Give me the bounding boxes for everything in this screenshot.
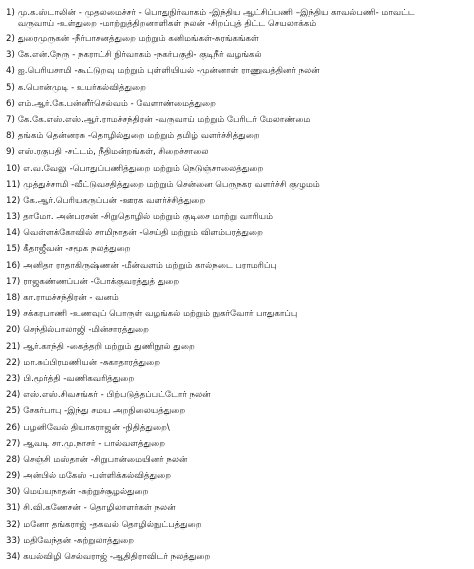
item-text: மதிவேந்தன் -சுற்றுலாத்துறை xyxy=(23,535,135,546)
list-item xyxy=(6,374,468,390)
item-number: 29) xyxy=(6,471,21,482)
item-text: செஞ்சி மஸ்தான் -சிறுபான்மையினர் நலன் xyxy=(23,454,188,465)
item-number: 14) xyxy=(6,228,21,239)
item-text: கே.ஆர்.பெரியகருப்பன் -ஊரக வளர்ச்சித்துறை xyxy=(23,195,206,206)
list-item xyxy=(6,423,468,439)
list-item xyxy=(6,83,468,99)
list-item xyxy=(6,212,468,228)
item-number: 10) xyxy=(6,163,21,174)
item-text: ஆர்.காந்தி -கைத்தறி மற்றும் துணிநூல் துறை xyxy=(23,341,195,352)
item-number: 6) xyxy=(6,98,15,109)
item-text: கயல்விழி செல்வராஜ் -ஆதிதிராவிடர் நலத்துறை xyxy=(23,552,211,562)
list-item xyxy=(6,8,468,34)
item-text: மனோ தங்கராஜ் -தகவல் தொழில்நுட்பத்துறை xyxy=(23,519,202,530)
item-text: தங்கம் தென்னரசு -தொழில்துறை மற்றும் தமிழ் வளர்ச்சித்துறை xyxy=(17,131,260,142)
list-item xyxy=(6,277,468,293)
item-text: எ.வ.வேலு -பொதுப்பணித்துறை மற்றும் நெடுஞ்சாலைத்துறை xyxy=(23,163,264,174)
list-item xyxy=(6,342,468,358)
minister-list xyxy=(6,8,468,568)
list-item xyxy=(6,552,468,568)
list-item xyxy=(6,147,468,163)
item-number: 28) xyxy=(6,454,21,465)
item-number: 3) xyxy=(6,50,15,61)
item-text: தாமோ. அன்பரசன் -சிறுதொழில் மற்றும் குடிசை மாற்று வாரியம் xyxy=(23,212,274,223)
item-number: 23) xyxy=(6,373,21,384)
list-item xyxy=(6,261,468,277)
item-text: ஆவடி சா.மு.நாசர் - பால்வளத்துறை xyxy=(23,438,166,449)
item-text: அனிதா ராதாகிருஷ்ணன் -மீன்வளம் மற்றும் கால்நடை பராமரிப்பு xyxy=(23,260,277,271)
item-number: 15) xyxy=(6,244,21,255)
list-item xyxy=(6,180,468,196)
item-text: கீதாஜீவன் -சமூக நலத்துறை xyxy=(23,244,131,255)
list-item xyxy=(6,66,468,82)
list-item xyxy=(6,455,468,471)
item-text: எஸ்.எஸ்.சிவசங்கர் - பிற்படுத்தப்பட்டோர் நலன் xyxy=(23,390,211,401)
item-text: ராஜகண்ணப்பன் -போக்குவரத்துத் துறை xyxy=(23,276,180,287)
list-item xyxy=(6,131,468,147)
item-number: 9) xyxy=(6,147,15,158)
item-text: சேகர்பாபு -இந்து சமய அறநிலையத்துறை xyxy=(23,406,186,417)
item-number: 17) xyxy=(6,276,21,287)
item-text: எஸ்.ரகுபதி -சட்டம், நீதிமன்றங்கள், சிறைச்சாலை xyxy=(17,147,209,158)
item-number: 20) xyxy=(6,325,21,336)
item-number: 33) xyxy=(6,535,21,546)
item-text: க.பொன்முடி - உயர்கல்வித்துறை xyxy=(17,82,147,93)
item-number: 2) xyxy=(6,34,15,44)
item-number: 32) xyxy=(6,519,21,530)
item-text: பழனிவேல் தியாகராஜன் -நிதித்துறை\ xyxy=(23,422,170,433)
list-item xyxy=(6,164,468,180)
item-text: கா.ராமச்சந்திரன் - வனம் xyxy=(23,293,119,303)
item-text: மா.சுப்பிரமணியன் -சுகாதாரத்துறை xyxy=(23,357,161,368)
list-item xyxy=(6,358,468,374)
item-text: பி.மூர்த்தி -வணிகவரித்துறை xyxy=(23,373,135,384)
item-text: வெள்ளக்கோவில் சாமிநாதன் -செய்தி மற்றும் விளம்பரத்துறை xyxy=(23,228,263,239)
item-number: 27) xyxy=(6,438,21,449)
item-number: 31) xyxy=(6,503,21,514)
item-text: சக்கரபாணி -உணவுப் பொருள் வழங்கல் மற்றும் நுகர்வோர் பாதுகாப்பு xyxy=(23,309,298,320)
item-number: 16) xyxy=(6,260,21,271)
list-item xyxy=(6,50,468,66)
item-number: 25) xyxy=(6,406,21,417)
list-item xyxy=(6,228,468,244)
list-item xyxy=(6,196,468,212)
item-text: மெய்யநாதன் -சுற்றுச்சூழல்துறை xyxy=(23,487,149,498)
list-item xyxy=(6,406,468,422)
list-item xyxy=(6,325,468,341)
item-number: 12) xyxy=(6,195,21,206)
item-number: 5) xyxy=(6,82,15,93)
item-text: மு.க.ஸ்டாலின் - முதலமைச்சர் - பொதுநிர்வாகம் -இந்திய ஆட்சிப்பணி –இந்திய காவல்பணி- மாவட்ட வருவாய் -உள்துறை -மாற்றுத்திறனாளிகள் நலன் -சிறப்புத் திட்ட செயலாக்கம் xyxy=(17,8,415,29)
list-item xyxy=(6,503,468,519)
item-number: 7) xyxy=(6,114,15,125)
item-text: முத்துச்சாமி -வீட்டுவசதித்துறை மற்றும் சென்னை பெருநகர வளர்ச்சி குழுமம் xyxy=(23,179,320,190)
list-item xyxy=(6,34,468,50)
item-number: 24) xyxy=(6,390,21,401)
item-number: 21) xyxy=(6,341,21,352)
item-number: 13) xyxy=(6,212,21,223)
item-number: 19) xyxy=(6,309,21,320)
list-item xyxy=(6,536,468,552)
item-number: 8) xyxy=(6,131,15,142)
item-text: செந்தில்பாலாஜி -மின்சாரத்துறை xyxy=(23,325,150,336)
item-text: துரைமுருகன் -நீர்பாசனத்துறை மற்றும் கனிமங்கள்-சுரங்கங்கள் xyxy=(17,34,259,44)
item-text: எம்.ஆர்.கே.பன்னீர்செல்வம் - வேளாண்மைத்துறை xyxy=(17,98,217,109)
list-item xyxy=(6,99,468,115)
item-number: 30) xyxy=(6,487,21,498)
item-number: 26) xyxy=(6,422,21,433)
list-item xyxy=(6,115,468,131)
list-item xyxy=(6,439,468,455)
item-number: 18) xyxy=(6,293,21,303)
item-text: சி.வி.கணேசன் - தொழிலாளர்கள் நலன் xyxy=(23,503,176,514)
item-number: 4) xyxy=(6,66,15,77)
list-item xyxy=(6,309,468,325)
item-number: 1) xyxy=(6,8,15,18)
item-number: 11) xyxy=(6,179,21,190)
list-item xyxy=(6,390,468,406)
list-item xyxy=(6,520,468,536)
item-number: 34) xyxy=(6,552,21,562)
item-text: ஐ.பெரியசாமி -கூட்டுறவு மற்றும் புள்ளியியல் -முன்னாள் ராணுவத்தினர் நலன் xyxy=(17,66,320,77)
list-item xyxy=(6,487,468,503)
item-text: அன்பில் மகேஸ் -பள்ளிக்கல்வித்துறை xyxy=(23,471,172,482)
list-item xyxy=(6,471,468,487)
list-item xyxy=(6,244,468,260)
item-text: கே.என்.நேரு - நகராட்சி நிர்வாகம் -நகர்பகுதி- குடிநீர் வழங்கல் xyxy=(17,50,262,61)
item-number: 22) xyxy=(6,357,21,368)
item-text: கே.கே.எஸ்.எஸ்.ஆர்.ராமச்சந்திரன் -வருவாய் மற்றும் பேரிடர் மேலாண்மை xyxy=(17,114,311,125)
list-item xyxy=(6,293,468,309)
